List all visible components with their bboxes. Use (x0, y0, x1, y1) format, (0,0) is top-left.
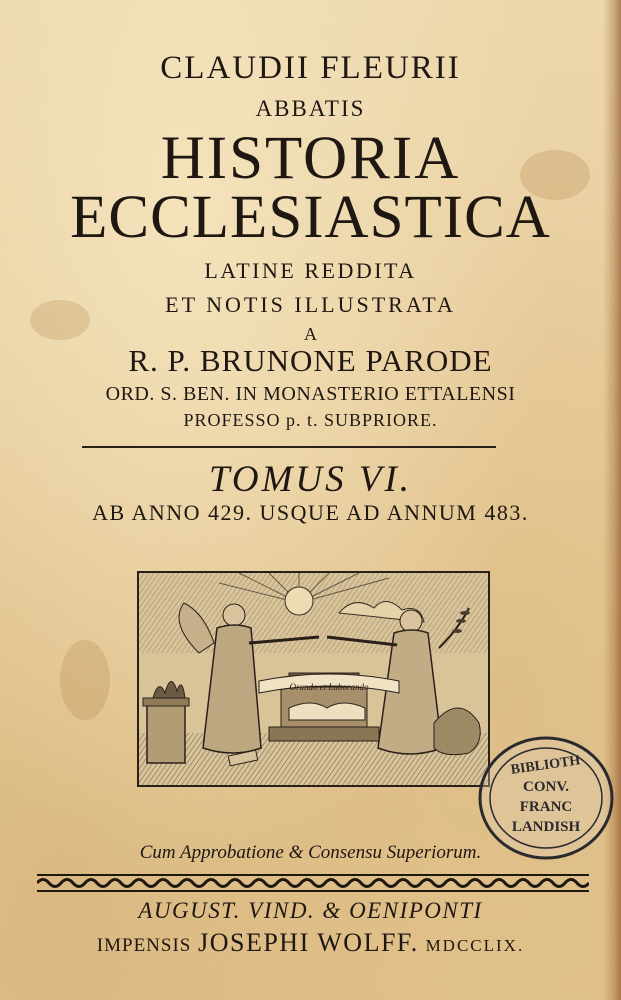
engraving-banner-text: Orando et Laborando (289, 682, 369, 692)
subtitle-line-2: ET NOTIS ILLUSTRATA (165, 292, 456, 317)
author-title: ABBATIS (255, 96, 366, 121)
editor-order: ORD. S. BEN. IN MONASTERIO ETTALENSI (105, 383, 516, 405)
engraving-illustration (139, 573, 488, 785)
editor-name: R. P. BRUNONE PARODE (128, 343, 493, 378)
foxing-spot (60, 640, 110, 720)
subtitle-line-3: A (304, 324, 317, 344)
stamp-line-1: BIBLIOTH (509, 753, 582, 778)
publisher-name: JOSEPHI WOLFF. (198, 928, 419, 957)
publication-place: AUGUST. VIND. & OENIPONTI (138, 898, 483, 923)
stamp-line-3: FRANC (519, 799, 573, 815)
ornament-border (37, 872, 589, 894)
volume-number: TOMUS VI. (208, 459, 413, 500)
subtitle-line-1: LATINE REDDITA (204, 258, 417, 283)
engraving-vignette (137, 571, 490, 787)
imprint-prefix: IMPENSIS (96, 935, 192, 956)
approbation-line: Cum Approbatione & Consensu Superiorum. (139, 842, 482, 863)
stamp-line-2: CONV. (523, 779, 569, 795)
editor-office: PROFESSO p. t. SUBPRIORE. (183, 410, 438, 430)
ornamental-rule (37, 872, 589, 894)
divider-rule (82, 446, 496, 448)
stamp-line-4: LANDISH (511, 819, 581, 835)
book-title-line-2: ECCLESIASTICA (70, 184, 551, 251)
imprint-line (0, 928, 621, 958)
book-title-line-1: HISTORIA (160, 125, 461, 192)
author-name: CLAUDII FLEURII (160, 50, 461, 86)
year-range: AB ANNO 429. USQUE AD ANNUM 483. (92, 500, 529, 525)
publication-year: MDCCLIX. (425, 936, 525, 955)
